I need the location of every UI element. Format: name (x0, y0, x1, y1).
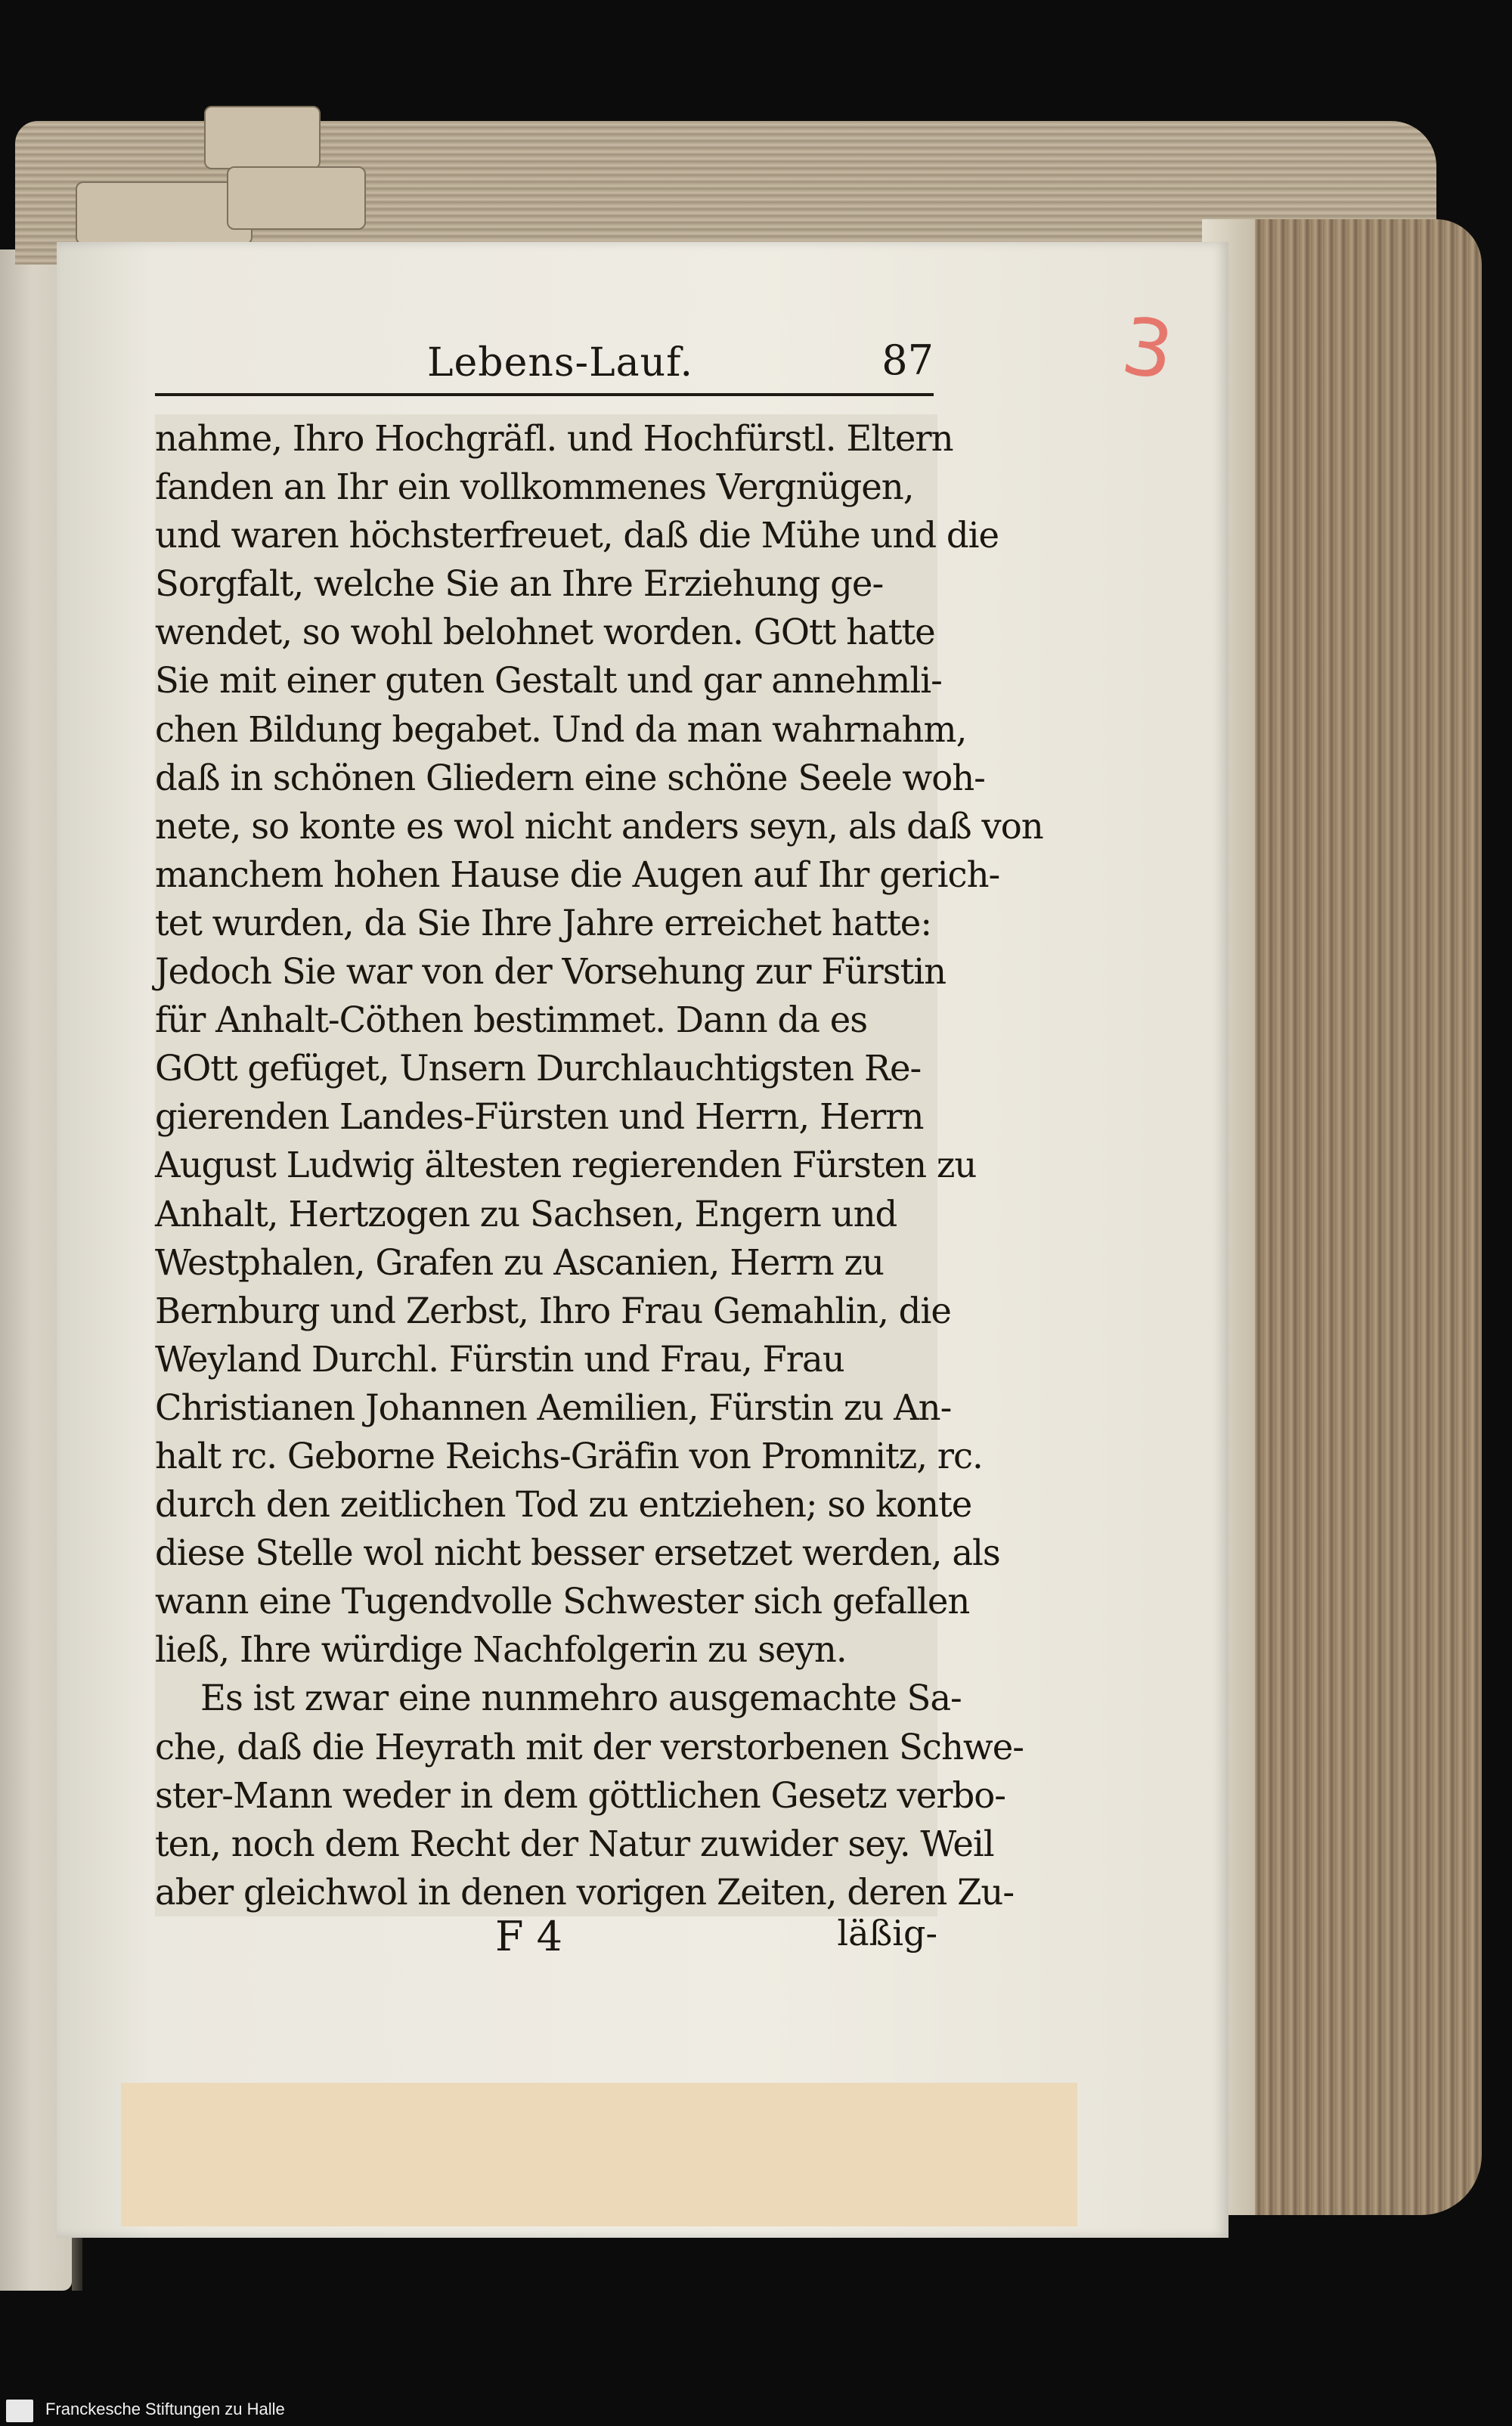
catchword: läßig- (837, 1913, 937, 1954)
text-line: diese Stelle wol nicht besser ersetzet werden, als (155, 1532, 1000, 1574)
text-line: ten, noch dem Recht der Natur zuwider sey. Weil (155, 1823, 994, 1864)
text-line: Sorgfalt, welche Sie an Ihre Erziehung ge- (155, 563, 884, 605)
page-number: 87 (881, 336, 934, 384)
text-line: GOtt gefüget, Unsern Durchlauchtigsten Re- (155, 1048, 922, 1089)
credit-text: Franckesche Stiftungen zu Halle (45, 2400, 285, 2418)
text-line: daß in schönen Gliedern eine schöne Seele woh- (155, 757, 985, 798)
text-line: Anhalt, Hertzogen zu Sachsen, Engern und (155, 1193, 897, 1235)
library-logo-icon (6, 2400, 33, 2422)
paper-tab (204, 106, 321, 169)
text-line: und waren höchsterfreuet, daß die Mühe und die (155, 515, 999, 556)
text-line: wendet, so wohl belohnet worden. GOtt hatte (155, 612, 935, 653)
text-line: aber gleichwol in denen vorigen Zeiten, deren Zu- (155, 1871, 1015, 1913)
body-text (155, 414, 1043, 1916)
text-line: ließ, Ihre würdige Nachfolgerin zu seyn. (155, 1629, 847, 1671)
text-line: manchem hohen Hause die Augen auf Ihr gerich- (155, 854, 1000, 895)
running-head (155, 333, 934, 401)
text-line: Bernburg und Zerbst, Ihro Frau Gemahlin, die (155, 1290, 951, 1331)
text-line: nete, so konte es wol nicht anders seyn, als daß von (155, 805, 1043, 847)
text-line: fanden an Ihr ein vollkommenes Vergnügen, (155, 466, 914, 508)
text-line: durch den zeitlichen Tod zu entziehen; so konte (155, 1484, 972, 1526)
pencil-folio-mark: 3 (1116, 299, 1179, 398)
page-footer (155, 1913, 937, 1966)
page-stack-edge (1202, 219, 1482, 2215)
text-line: für Anhalt-Cöthen bestimmet. Dann da es (155, 999, 868, 1041)
paper-tab (76, 181, 253, 245)
text-line: chen Bildung begabet. Und da man wahrnahm, (155, 708, 967, 750)
running-head-title: Lebens-Lauf. (427, 340, 694, 386)
text-line: Jedoch Sie war von der Vorsehung zur Fürstin (155, 951, 947, 993)
text-line: gierenden Landes-Fürsten und Herrn, Herrn (155, 1096, 924, 1138)
text-line: Westphalen, Grafen zu Ascanien, Herrn zu (155, 1241, 884, 1283)
text-line: Weyland Durchl. Fürstin und Frau, Frau (155, 1338, 844, 1380)
text-line: halt rc. Geborne Reichs-Gräfin von Promnitz, rc. (155, 1435, 983, 1476)
paper-stub (121, 2083, 1077, 2226)
text-line: Sie mit einer guten Gestalt und gar annehmli- (155, 660, 942, 702)
text-line: August Ludwig ältesten regierenden Fürsten zu (155, 1145, 977, 1186)
paper-tab (227, 166, 366, 230)
header-rule (155, 393, 934, 396)
text-line: che, daß die Heyrath mit der verstorbenen Schwe- (155, 1726, 1024, 1768)
text-line: tet wurden, da Sie Ihre Jahre erreichet hatte: (155, 902, 931, 943)
text-line: ster-Mann weder in dem göttlichen Gesetz verbo- (155, 1774, 1006, 1816)
text-line: Es ist zwar eine nunmehro ausgemachte Sa- (200, 1678, 962, 1719)
signature-mark: F 4 (495, 1913, 562, 1960)
text-line: wann eine Tugendvolle Schwester sich gefallen (155, 1581, 970, 1622)
text-line: nahme, Ihro Hochgräfl. und Hochfürstl. Eltern (155, 418, 953, 459)
text-line: Christianen Johannen Aemilien, Fürstin zu An- (155, 1387, 952, 1428)
